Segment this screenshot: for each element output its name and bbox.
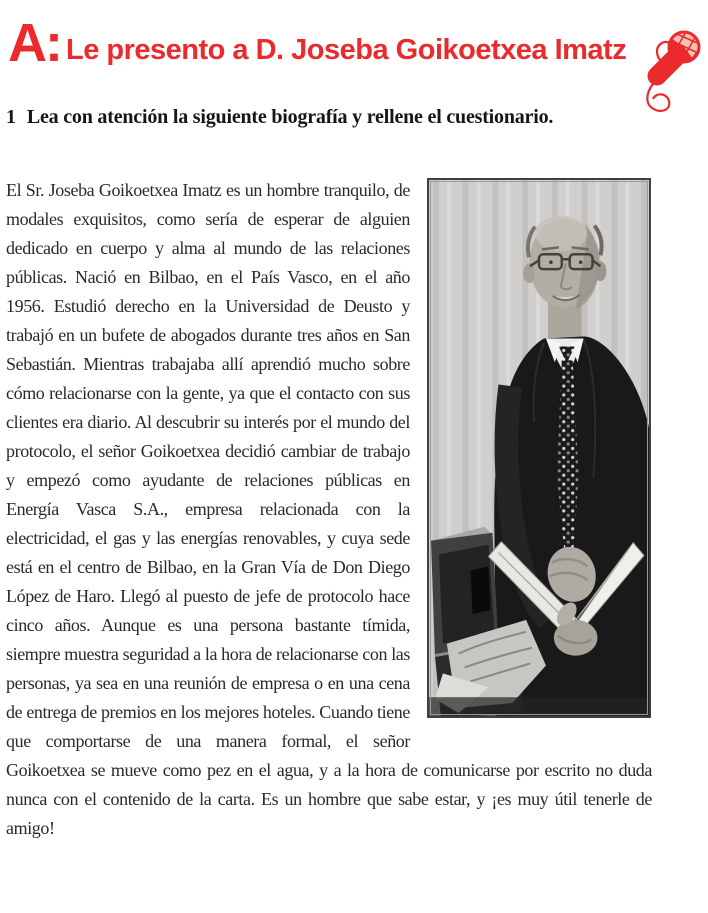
page-title: Le presento a D. Joseba Goikoetxea Imatz [66, 34, 627, 66]
portrait-photo [426, 178, 652, 718]
biography-text: El Sr. Joseba Goikoetxea Imatz es un hombre tranquilo, de modales exquisitos, como sería de esperar de alguien dedicado en cuerpo y alma al mundo de las relaciones públicas. Nació en Bilbao, en el País Vasco, en el año 1956. Estudió derecho en la Universidad de Deusto y trabajó en un bufete de abogados durante tres años en San Sebastián. Mientras trabajaba allí aprendió mucho sobre cómo relacionarse con la gente, ya que el contacto con sus clientes era diario. Al descubrir su interés por el mundo del protocolo, el señor Goikoetxea decidió cambiar de trabajo y empezó como ayudante de relaciones públicas en Energía Vasca S.A., empresa relacionada con la electricidad, el gas y las energías renovables, y cuya sede está en el centro de Bilbao, en la Gran Vía de Don Diego López de Haro. Llegó al puesto de jefe de protocolo hace cinco años. Aunque es una persona bastante tímida, siempre muestra seguridad a la hora de relacionarse con las personas, ya sea en una reunión de empresa o en una cena de entrega de premios en los mejores hoteles. Cuando tiene que comportarse de una manera formal, el señor Goikoetxea se mueve como pez en el agua, y a la hora de comunicarse por escrito no duda nunca con el contenido de la carta. Es un hombre que sabe estar, y ¡es muy útil tenerle de amigo! [6, 180, 652, 838]
microphone-icon [644, 26, 702, 116]
biography-article [6, 176, 652, 843]
exercise-number: 1 [6, 106, 16, 128]
section-letter: A: [8, 13, 61, 73]
exercise-instruction-text: Lea con atención la siguiente biografía y rellene el cuestionario. [26, 106, 554, 128]
exercise-instruction [6, 106, 553, 129]
